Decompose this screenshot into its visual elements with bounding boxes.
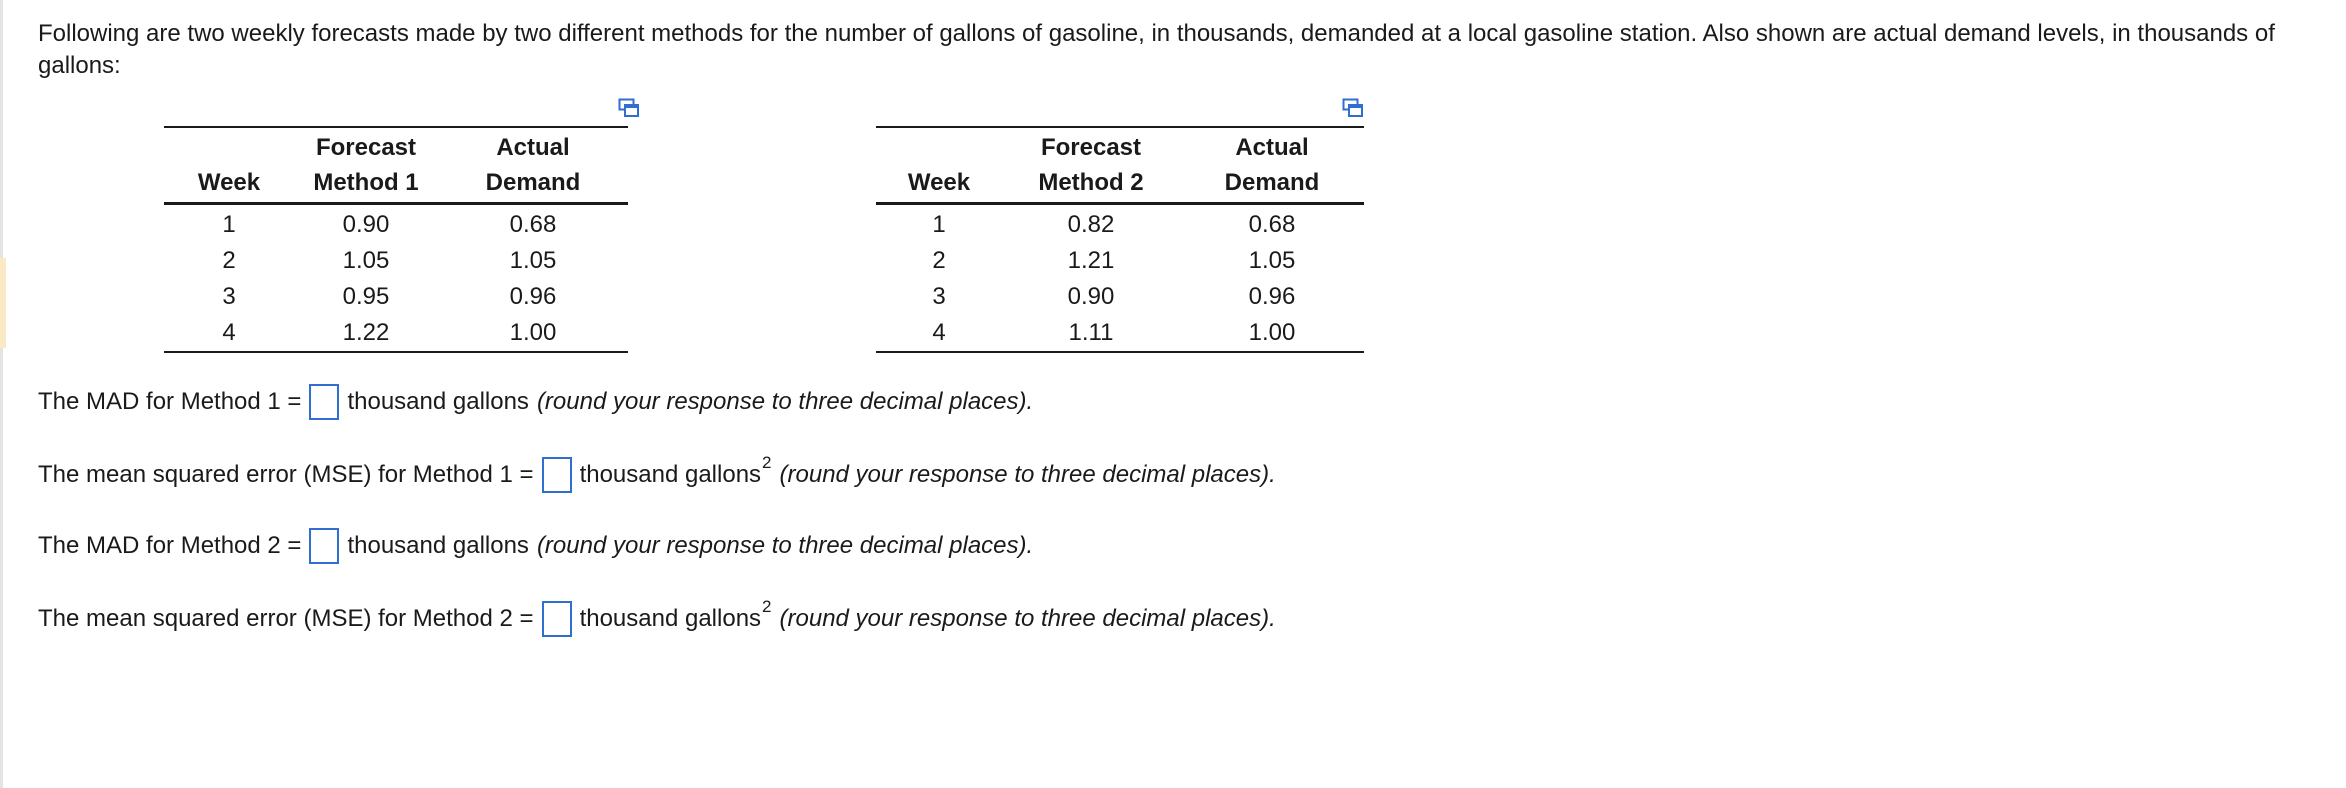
cell-week: 3 [932, 283, 946, 310]
column-header-forecast-line1: Forecast [294, 127, 438, 167]
question-mad-method-1 [38, 384, 1033, 420]
rounding-hint: (round your response to three decimal places). [536, 388, 1034, 415]
answer-unit: thousand gallons [579, 461, 762, 488]
forecast-table-method-1 [164, 126, 628, 353]
column-header-week-spacer [876, 127, 1002, 167]
cell-forecast: 1.05 [342, 247, 390, 274]
column-header-actual-line2: Demand [1180, 167, 1364, 204]
cell-forecast: 1.11 [1002, 315, 1180, 352]
rounding-hint: (round your response to three decimal places). [779, 605, 1276, 632]
table-row [164, 315, 628, 352]
cell-actual: 0.68 [1248, 211, 1296, 238]
rounding-hint: (round your response to three decimal places). [779, 461, 1276, 488]
cell-forecast: 0.95 [342, 283, 390, 310]
column-header-week: Week [876, 167, 1002, 204]
question-mse-method-1 [38, 453, 1276, 493]
question-mse-method-2 [38, 597, 1276, 637]
column-header-forecast-line2: Method 2 [1002, 167, 1180, 204]
answer-unit: thousand gallons [347, 532, 529, 559]
table-row [876, 279, 1364, 315]
cell-forecast: 0.90 [1067, 283, 1115, 310]
left-panel-edge [0, 0, 3, 788]
table-row [876, 204, 1364, 244]
table-row [876, 315, 1364, 352]
question-mad-method-2 [38, 528, 1033, 564]
unit-exponent: 2 [762, 597, 772, 616]
rounding-hint: (round your response to three decimal places). [536, 532, 1034, 559]
answer-unit: thousand gallons [579, 605, 762, 632]
question-prompt: The mean squared error (MSE) for Method 2 = [38, 605, 534, 632]
cell-week: 1 [222, 211, 236, 238]
question-prompt: The MAD for Method 2 = [38, 532, 302, 559]
column-header-actual-line1: Actual [438, 127, 628, 167]
cell-forecast: 0.90 [342, 211, 390, 238]
column-header-week-spacer [164, 127, 294, 167]
cell-actual: 1.00 [438, 315, 628, 352]
question-prompt: The MAD for Method 1 = [38, 388, 302, 415]
cell-actual: 1.05 [1248, 247, 1296, 274]
mse-method-1-input[interactable] [542, 457, 572, 493]
table-row [164, 279, 628, 315]
mse-method-2-input[interactable] [542, 601, 572, 637]
column-header-week: Week [164, 167, 294, 204]
question-prompt: The mean squared error (MSE) for Method 1 = [38, 461, 534, 488]
answer-unit: thousand gallons [347, 388, 529, 415]
copy-to-clipboard-icon[interactable] [618, 98, 640, 118]
cell-actual: 0.96 [1248, 283, 1296, 310]
cell-actual: 1.05 [509, 247, 557, 274]
cell-actual: 0.68 [509, 211, 557, 238]
cell-week: 2 [932, 247, 946, 274]
cell-week: 4 [876, 315, 1002, 352]
table-row [164, 243, 628, 279]
table-row [876, 243, 1364, 279]
cell-actual: 1.00 [1180, 315, 1364, 352]
column-header-actual-line1: Actual [1180, 127, 1364, 167]
cell-forecast: 0.82 [1067, 211, 1115, 238]
cell-forecast: 1.22 [294, 315, 438, 352]
column-header-forecast-line1: Forecast [1002, 127, 1180, 167]
cell-week: 2 [222, 247, 236, 274]
mad-method-2-input[interactable] [309, 528, 339, 564]
question-intro: Following are two weekly forecasts made by two different methods for the number of gallons of gasoline, in thousands, demanded at a local gasoline station. Also shown are actual demand levels, in thousands of gallons: [38, 20, 2275, 79]
forecast-table-method-2 [876, 126, 1364, 353]
cell-week: 1 [932, 211, 946, 238]
copy-to-clipboard-icon[interactable] [1342, 98, 1364, 118]
cell-week: 3 [222, 283, 236, 310]
unit-exponent: 2 [762, 453, 772, 472]
cell-week: 4 [164, 315, 294, 352]
cell-forecast: 1.21 [1067, 247, 1115, 274]
cell-actual: 0.96 [509, 283, 557, 310]
column-header-forecast-line2: Method 1 [294, 167, 438, 204]
left-panel-accent [0, 258, 6, 348]
table-row [164, 204, 628, 244]
mad-method-1-input[interactable] [309, 384, 339, 420]
column-header-actual-line2: Demand [438, 167, 628, 204]
